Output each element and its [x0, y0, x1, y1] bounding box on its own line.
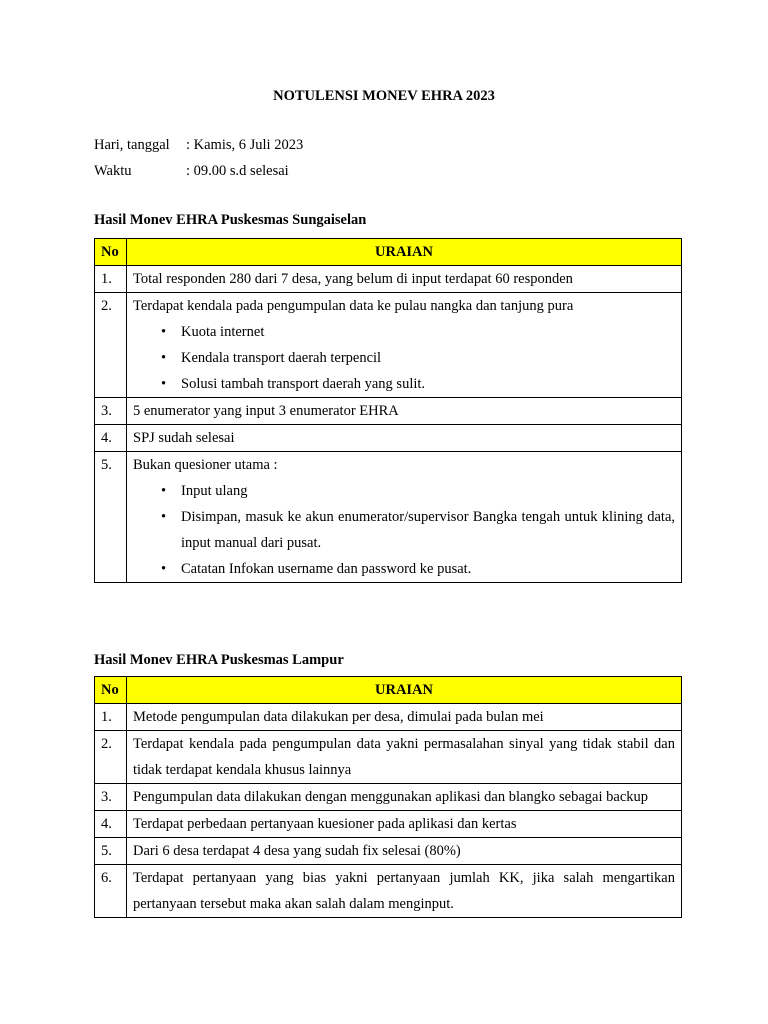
row-number: 4.: [95, 425, 127, 452]
list-item: • Input ulang: [133, 478, 675, 504]
row-text: Terdapat pertanyaan yang bias yakni pertanyaan jumlah KK, jika salah mengartikan pertanyaan tersebut maka akan salah dalam menginput.: [127, 865, 682, 918]
row-text: Metode pengumpulan data dilakukan per desa, dimulai pada bulan mei: [127, 704, 682, 731]
section-heading-lampur: Hasil Monev EHRA Puskesmas Lampur: [94, 652, 344, 668]
table-row: [95, 452, 682, 583]
row-text: Terdapat kendala pada pengumpulan data yakni permasalahan sinyal yang tidak stabil dan tidak terdapat kendala khusus lainnya: [127, 731, 682, 784]
meta-date-label: Hari, tanggal: [94, 137, 170, 153]
table-header-row: [95, 239, 682, 266]
table-row: [95, 838, 682, 865]
table-row: [95, 704, 682, 731]
row-number: 2.: [95, 731, 127, 784]
row-text: Pengumpulan data dilakukan dengan menggunakan aplikasi dan blangko sebagai backup: [127, 784, 682, 811]
meta-time-label: Waktu: [94, 163, 132, 179]
list-item: • Catatan Infokan username dan password ke pusat.: [133, 556, 675, 582]
list-item: • Kendala transport daerah terpencil: [133, 345, 675, 371]
list-item: • Disimpan, masuk ke akun enumerator/supervisor Bangka tengah untuk klining data, input manual dari pusat.: [133, 504, 675, 556]
table-row: [95, 865, 682, 918]
meta-date-value: : Kamis, 6 Juli 2023: [186, 137, 304, 153]
table-row: [95, 293, 682, 398]
meta-time-row: [94, 158, 303, 184]
row-text: Terdapat kendala pada pengumpulan data ke pulau nangka dan tanjung pura: [133, 298, 574, 314]
list-item: • Solusi tambah transport daerah yang sulit.: [133, 371, 675, 397]
header-uraian: URAIAN: [127, 239, 682, 266]
table-header-row: [95, 677, 682, 704]
row-number: 1.: [95, 704, 127, 731]
row-number: 3.: [95, 398, 127, 425]
row-number: 5.: [95, 452, 127, 583]
section-heading-sungaiselan: Hasil Monev EHRA Puskesmas Sungaiselan: [94, 212, 367, 228]
row-text: SPJ sudah selesai: [127, 425, 682, 452]
row-content: [127, 293, 682, 398]
list-item: • Kuota internet: [133, 319, 675, 345]
row-text: Terdapat perbedaan pertanyaan kuesioner pada aplikasi dan kertas: [127, 811, 682, 838]
row-text: Total responden 280 dari 7 desa, yang belum di input terdapat 60 responden: [127, 266, 682, 293]
meeting-meta: [94, 132, 303, 184]
row-text: Bukan quesioner utama :: [133, 457, 278, 473]
row-number: 1.: [95, 266, 127, 293]
table-sungaiselan: [94, 238, 682, 583]
row-number: 4.: [95, 811, 127, 838]
bullet-list: [133, 478, 675, 582]
header-no: No: [95, 239, 127, 266]
table-row: [95, 425, 682, 452]
row-text: Dari 6 desa terdapat 4 desa yang sudah fix selesai (80%): [127, 838, 682, 865]
row-number: 3.: [95, 784, 127, 811]
row-content: [127, 452, 682, 583]
row-text: 5 enumerator yang input 3 enumerator EHRA: [127, 398, 682, 425]
table-row: [95, 398, 682, 425]
table-row: [95, 784, 682, 811]
table-row: [95, 266, 682, 293]
meta-date-row: [94, 132, 303, 158]
bullet-list: [133, 319, 675, 397]
header-uraian: URAIAN: [127, 677, 682, 704]
row-number: 2.: [95, 293, 127, 398]
meta-time-value: : 09.00 s.d selesai: [186, 163, 289, 179]
row-number: 5.: [95, 838, 127, 865]
table-lampur: [94, 676, 682, 918]
table-row: [95, 731, 682, 784]
header-no: No: [95, 677, 127, 704]
table-row: [95, 811, 682, 838]
document-title: NOTULENSI MONEV EHRA 2023: [273, 88, 495, 104]
row-number: 6.: [95, 865, 127, 918]
